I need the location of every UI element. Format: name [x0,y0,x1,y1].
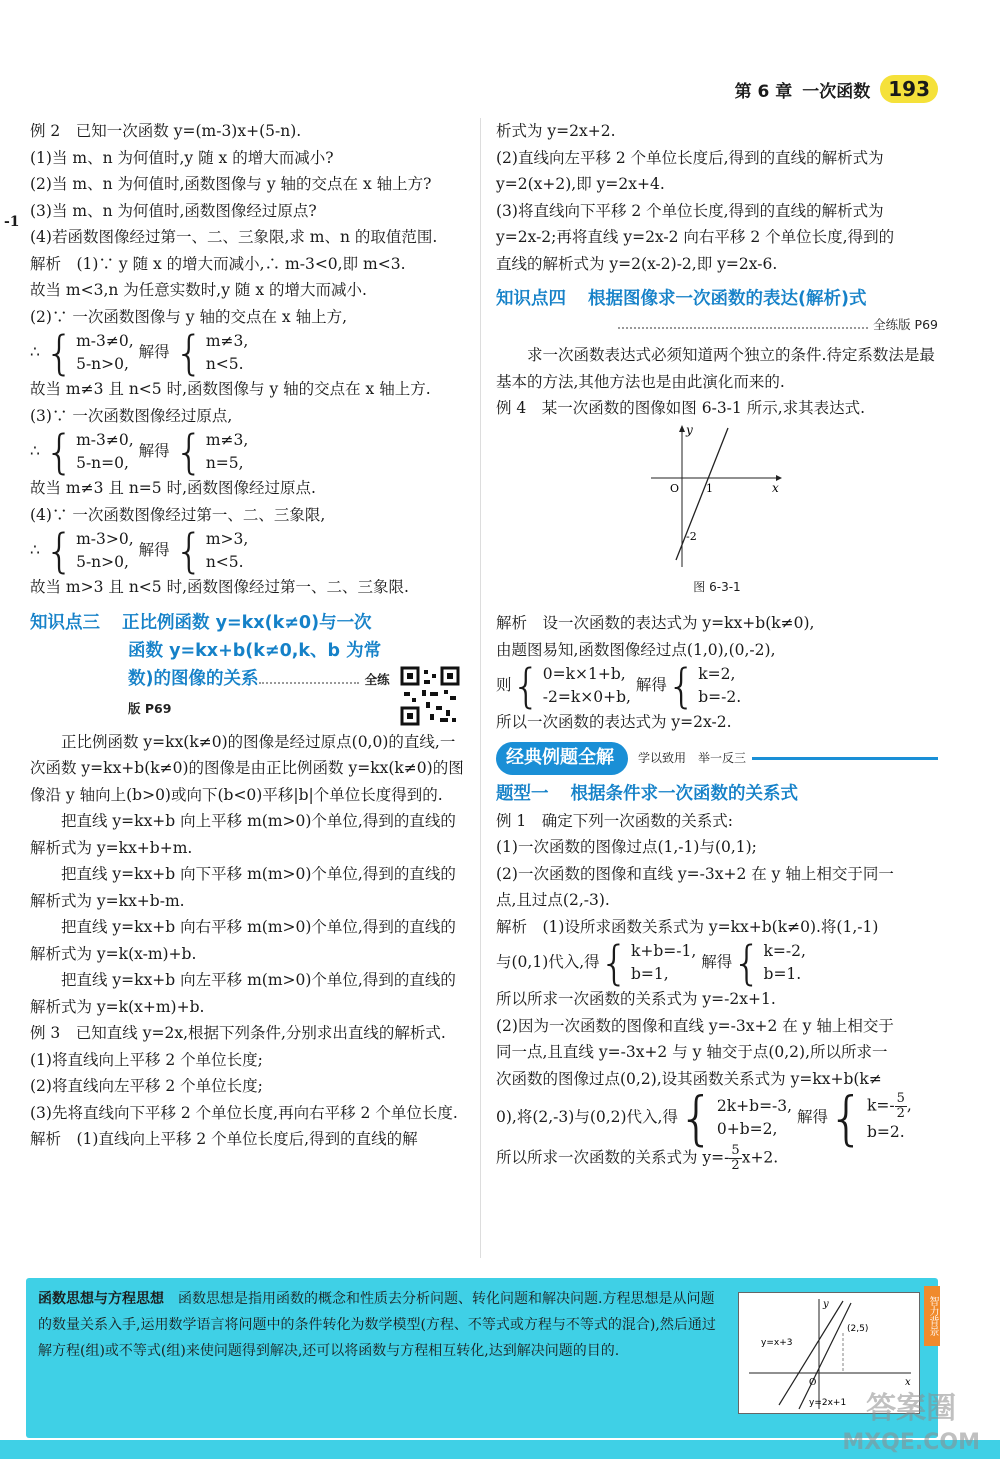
knowledge-point-3 [30,609,398,723]
type1-tag: 题型一 [496,783,549,804]
svg-text:O: O [809,1378,817,1388]
example-1-result-1: 所以所求一次函数的关系式为 y=-2x+1. [496,990,776,1008]
example-2-q3: (3)当 m、n 为何值时,函数图像经过原点? [30,201,317,220]
origin-label: O [670,481,680,495]
x-label: x [772,480,779,495]
example-3-title: 例 3 已知直线 y=2x,根据下列条件,分别求出直线的解析式. [30,1024,446,1042]
chapter-label: 第 6 章 [734,81,793,102]
kp3-tag: 知识点三 [30,612,100,633]
right-column [496,118,938,1173]
solution-4-system: ∴ { m-3>0, 5-n>0, 解得 { m>3, n<5. [30,524,249,578]
tick-1: 1 [706,481,713,495]
tip-line-1: y=x+3 [761,1338,793,1348]
column-divider [480,118,481,1258]
example-1-q2b: 点,且过点(2,-3). [496,891,610,909]
kp3-ref: 全练版 P69 [128,671,390,716]
ex3-cont-2: (2)直线向左平移 2 个单位长度后,得到的直线的解析式为 [496,148,884,167]
example-3-q1: (1)将直线向上平移 2 个单位长度; [30,1050,263,1069]
example-1-solution-2b: 同一点,且直线 y=-3x+2 与 y 轴交于点(0,2),所以所求一 [496,1043,888,1061]
page-number: 193 [880,75,938,103]
tip-point: (2,5) [847,1324,869,1334]
solution-2-line: (2)∵ 一次函数图像与 y 轴的交点在 x 轴上方, [30,307,348,326]
question-type-1 [496,780,938,808]
banner-title: 经典例题全解 [496,742,628,775]
ex3-cont-3: y=2(x+2),即 y=2x+4. [496,175,665,193]
y-label: y [686,422,693,437]
qr-code [400,666,460,726]
solution-3-conclusion: 故当 m≠3 且 n=5 时,函数图像经过原点. [30,479,316,497]
example-2-q2: (2)当 m、n 为何值时,函数图像与 y 轴的交点在 x 轴上方? [30,175,432,193]
kp3-paragraph-4: 把直线 y=kx+b 向右平移 m(m>0)个单位,得到的直线的解析式为 y=k(x-m)+b. [30,918,456,963]
example-4-system: 则 { 0=k×1+b, -2=k×0+b, 解得 { k=2, b=-2. [496,659,742,713]
kp4-title: 根据图像求一次函数的表达(解析)式 [588,289,867,309]
kp3-paragraph-3: 把直线 y=kx+b 向下平移 m(m>0)个单位,得到的直线的解析式为 y=kx+b-m. [30,865,456,910]
example-3-q2: (2)将直线向左平移 2 个单位长度; [30,1077,263,1095]
example-3-solution-start: 解析 (1)直线向上平移 2 个单位长度后,得到的直线的解 [30,1130,418,1148]
kp3-title-2: 函数 y=kx+b(k≠0,k、b 为常 [128,640,382,661]
svg-text:y: y [823,1299,829,1310]
tick-minus-2: -2 [686,529,697,543]
solution-4-line: (4)∵ 一次函数图像经过第一、二、三象限, [30,505,326,524]
svg-text:x: x [905,1377,911,1388]
example-3-q3: (3)先将直线向下平移 2 个单位长度,再向右平移 2 个单位长度. [30,1103,458,1122]
chapter-title: 一次函数 [802,81,871,102]
kp3-title-1: 正比例函数 y=kx(k≠0)与一次 [122,612,372,633]
ex3-cont-6: 直线的解析式为 y=2(x-2)-2,即 y=2x-6. [496,254,778,273]
page-header [735,72,938,106]
ex3-cont-4: (3)将直线向下平移 2 个单位长度,得到的直线的解析式为 [496,201,884,220]
figure-6-3-1 [496,422,938,572]
kp4-paragraph: 求一次函数表达式必须知道两个独立的条件.待定系数法是最基本的方法,其他方法也是由此演化而来的. [496,346,935,391]
example-1-system-2: 0),将(2,-3)与(0,2)代入,得 { 2k+b=-3, 0+b=2, 解得 { k=- $\frac{5}{2}$ , b=2. [496,1084,912,1152]
kp3-title-3: 数)的图像的关系 [128,668,259,689]
tip-side-tab: 智力背景 [924,1286,940,1346]
tip-box [26,1278,938,1438]
tip-text: 函数思想是指用函数的概念和性质去分析问题、转化问题和解决问题.方程思想是从问题的数量关系入手,运用数学语言将问题中的条件转化为数学模型(方程、不等式或方程与不等式的混合),然后通过解方程(组)或不等式(组)来使问题得到解决,还可以将函数与方程相互转化,达到解决问题的目的. [38,1291,716,1359]
solution-4-conclusion: 故当 m>3 且 n<5 时,函数图像经过第一、二、三象限. [30,578,409,596]
kp3-paragraph-5: 把直线 y=kx+b 向左平移 m(m>0)个单位,得到的直线的解析式为 y=k(x+m)+b. [30,971,456,1016]
example-1-result-2: 所以所求一次函数的关系式为 y=- $\frac{5}{2}$ x+2. [496,1143,779,1173]
linear-graph [646,422,786,572]
tip-line-2: y=2x+1 [809,1398,847,1408]
section-banner [496,742,938,776]
kp3-paragraph-1: 正比例函数 y=kx(k≠0)的图像是经过原点(0,0)的直线,一次函数 y=kx+b(k≠0)的图像是由正比例函数 y=kx(k≠0)的图像沿 y 轴向上(b>0)或向下(b<0)平移|b|个单位长度得到的. [30,732,464,804]
solution-1-conclusion: 故当 m<3,n 为任意实数时,y 随 x 的增大而减小. [30,281,367,299]
watermark: 答案圈 MXQE.COM [842,1391,980,1455]
kp3-paragraph-2: 把直线 y=kx+b 向上平移 m(m>0)个单位,得到的直线的解析式为 y=kx+b+m. [30,812,456,857]
type1-title: 根据条件求一次函数的关系式 [570,783,798,804]
example-4-solution-1: 解析 设一次函数的表达式为 y=kx+b(k≠0), [496,614,815,632]
example-1-solution-1: 解析 (1)设所求函数关系式为 y=kx+b(k≠0).将(1,-1) [496,917,879,936]
solution-3-line: (3)∵ 一次函数图像经过原点, [30,406,233,425]
example-1-system-1: 与(0,1)代入,得 { k+b=-1, b=1, 解得 { k=-2, b=1. [496,936,806,990]
margin-mark: -1 [4,214,20,230]
solution-3-system: ∴ { m-3≠0, 5-n=0, 解得 { m≠3, n=5, [30,425,249,479]
left-column [30,118,470,1153]
example-2-title: 例 2 已知一次函数 y=(m-3)x+(5-n). [30,122,302,140]
example-4-title: 例 4 某一次函数的图像如图 6-3-1 所示,求其表达式. [496,399,866,417]
ex3-cont-1: 析式为 y=2x+2. [496,122,616,140]
example-1-solution-2a: (2)因为一次函数的图像和直线 y=-3x+2 在 y 轴上相交于 [496,1016,894,1035]
solution-1-line: 解析 (1)∵ y 随 x 的增大而减小,∴ m-3<0,即 m<3. [30,254,406,273]
solution-2-system: ∴ { m-3≠0, 5-n>0, 解得 { m≠3, n<5. [30,326,249,380]
example-1-title: 例 1 确定下列一次函数的关系式: [496,811,734,830]
example-2-q1: (1)当 m、n 为何值时,y 随 x 的增大而减小? [30,148,334,167]
kp4-ref: 全练版 P69 [873,317,938,332]
example-4-solution-2: 由题图易知,函数图像经过点(1,0),(0,-2), [496,640,776,659]
knowledge-point-4 [496,285,938,313]
figure-caption: 图 6-3-1 [693,579,741,594]
solution-2-conclusion: 故当 m≠3 且 n<5 时,函数图像与 y 轴的交点在 x 轴上方. [30,380,431,398]
example-1-solution-2c: 次函数的图像过点(0,2),设其函数关系式为 y=kx+b(k≠ [496,1069,882,1088]
example-1-q2a: (2)一次函数的图像和直线 y=-3x+2 在 y 轴上相交于同一 [496,864,894,883]
example-4-result: 所以一次函数的表达式为 y=2x-2. [496,713,732,731]
tip-content [38,1286,728,1364]
example-2-q4: (4)若函数图像经过第一、二、三象限,求 m、n 的取值范围. [30,228,438,246]
banner-subtitle: 学以致用 举一反三 [638,751,747,766]
tip-title: 函数思想与方程思想 [38,1291,164,1307]
function-line [676,428,728,560]
ex3-cont-5: y=2x-2;再将直线 y=2x-2 向右平移 2 个单位长度,得到的 [496,228,895,246]
kp4-tag: 知识点四 [496,289,566,309]
example-1-q1: (1)一次函数的图像过点(1,-1)与(0,1); [496,838,757,856]
